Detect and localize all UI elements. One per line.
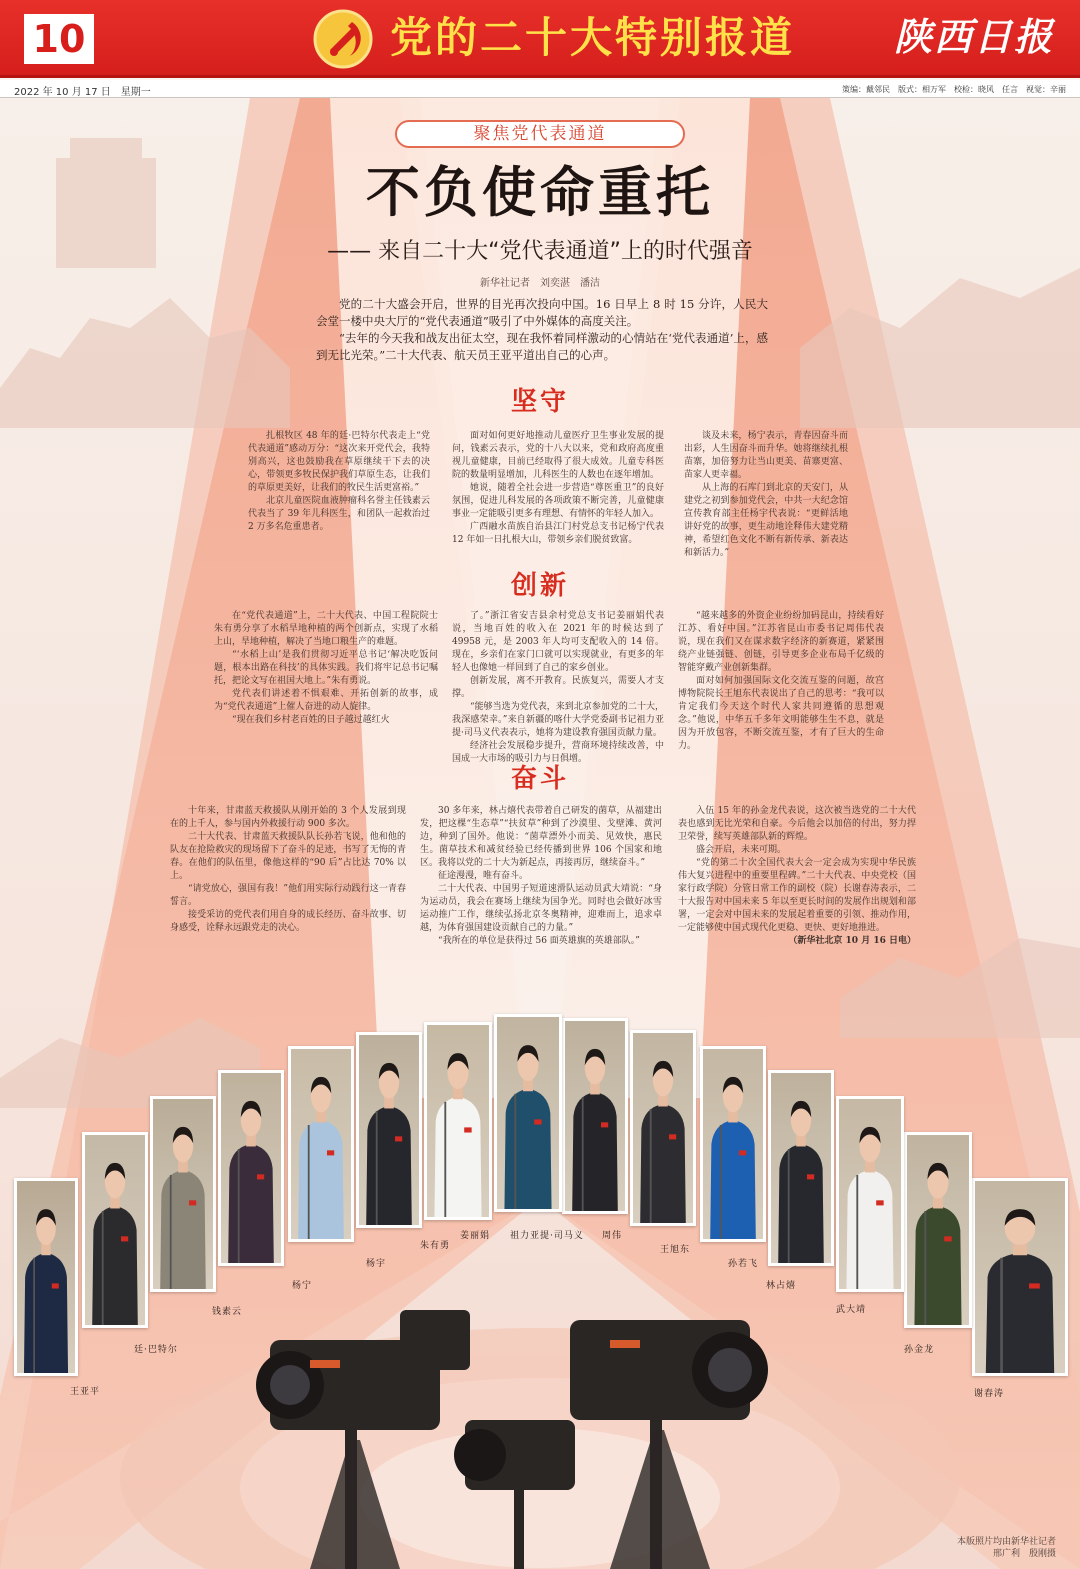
article-subheadline: —— 来自二十大“党代表通道”上的时代强音 bbox=[327, 239, 753, 264]
body-paragraph: 从上海的石库门到北京的天安门，从建党之初到参加党代会，中共一大纪念馆宣传教育部主任杨宇代表说：“更鲜活地讲好党的故事，更生动地诠释伟大建党精神，希望红色文化不断有新传承、新表达和新活力。” bbox=[684, 483, 848, 558]
party-emblem-icon bbox=[312, 8, 374, 70]
delegate-name: 周伟 bbox=[602, 1231, 623, 1241]
page-number: 10 bbox=[24, 14, 94, 64]
lede-paragraph: “去年的今天我和战友出征太空，现在我怀着同样激动的心情站在‘党代表通道’上，感到无比光荣。”二十大代表、航天员王亚平道出自己的心声。 bbox=[316, 331, 768, 362]
body-paragraph: “能够当选为党代表，来到北京参加党的二十大，我深感荣幸。”来自新疆的喀什大学党委副书记祖力亚提·司马义代表表示，她将为建设教育强国贡献力量。 bbox=[452, 702, 664, 738]
body-paragraph: 30 多年来，林占熺代表带着自己研发的菌草，从福建出发，把这棵“生态草”“扶贫草”种到了沙漠里、戈壁滩、黄河边，种到了国外。他说：“菌草漂外小而美、见效快，惠民生。菌草技术和减贫经验已经传播到世界 106 个国家和地区。我将以党的二十大为新起点，再接再厉，继续奋斗。” bbox=[420, 806, 662, 868]
body-paragraph: 面对如何加强国际文化交流互鉴的问题，故宫博物院院长王旭东代表说出了自己的思考：“我可以肯定我们今天这个时代人家共同遵循的思想观念。”他说，中华五千多年文明能够生生不息，就是因为开放包容，不断交流互鉴，才有了巨大的生命力。 bbox=[678, 676, 884, 751]
issue-date: 2022 年 10 月 17 日 星期一 bbox=[14, 87, 151, 98]
body-paragraph: “党的第二十次全国代表大会一定会成为实现中华民族伟大复兴进程中的重要里程碑。”二十大代表、中央党校（国家行政学院）分管日常工作的副校（院）长谢春涛表示，二十大报告对中国未来 5 年以至更长时间的发展作出规划和部署，一定会对中国未来的发展起着重要的引领、推动作用，一定能够使中国式现代化更稳、更快、更好地推进。 bbox=[678, 858, 916, 933]
body-paragraph: 二十大代表、中国男子短道速滑队运动员武大靖说：“身为运动员，我会在赛场上继续为国争光。同时也会做好冰雪运动推广工作，继续弘扬北京冬奥精神，迎难而上，追求卓越，为体育强国建设贡献自己的力量。” bbox=[420, 884, 662, 933]
delegate-photo bbox=[836, 1096, 904, 1292]
delegate-photo bbox=[494, 1014, 562, 1212]
body-paragraph: 盛会开启，未来可期。 bbox=[696, 845, 787, 855]
body-paragraph: 征途漫漫，唯有奋斗。 bbox=[438, 871, 529, 881]
section-3-column-3 bbox=[678, 805, 916, 948]
section-1-column-3 bbox=[684, 430, 848, 560]
delegate-photo bbox=[356, 1032, 422, 1228]
body-paragraph: “‘水稻上山’是我们贯彻习近平总书记‘解决吃饭问题，根本出路在科技’的具体实践。我们将牢记总书记嘱托，把论文写在祖国大地上。”朱有勇说。 bbox=[214, 650, 438, 686]
page-banner bbox=[0, 0, 1080, 78]
body-paragraph: 入伍 15 年的孙金龙代表说，这次被当选党的二十大代表也感到无比光荣和自豪。今后他会以加倍的付出，努力捍卫荣誉，续写英雄部队新的辉煌。 bbox=[678, 806, 916, 842]
delegate-name: 孙若飞 bbox=[728, 1259, 759, 1269]
delegate-photo bbox=[82, 1132, 148, 1328]
delegate-photo bbox=[218, 1070, 284, 1266]
body-paragraph: 在“党代表通道”上，二十大代表、中国工程院院士朱有勇分享了水稻旱地种植的两个创新点，实现了水稻上山，旱地种植，解决了当地口粮生产的难题。 bbox=[214, 611, 438, 647]
section-1-column-1 bbox=[248, 430, 430, 534]
section-2-column-3 bbox=[678, 610, 884, 753]
body-paragraph: “我所在的单位是获得过 56 面英雄旗的英雄部队。” bbox=[438, 936, 640, 946]
body-paragraph: 谈及未来，杨宁表示，青春因奋斗而出彩，人生因奋斗而升华。她将继续扎根苗寨，加倍努力让当山更美、苗寨更富、苗家人更幸福。 bbox=[684, 431, 848, 480]
body-paragraph: 党代表们讲述着不惧艰难、开拓创新的故事，成为“党代表通道”上催人奋进的动人旋律。 bbox=[214, 689, 438, 712]
body-paragraph: 扎根牧区 48 年的廷·巴特尔代表走上“党代表通道”感动万分：“这次来开党代会，我特别高兴，这也鼓励我在草原继续干下去的决心，带领更多牧民保护我们草原生态，让我们的草原更美好，让我们的牧民生活更富裕。” bbox=[248, 431, 430, 493]
article-headline: 不负使命重托 bbox=[366, 161, 714, 224]
section-title-jianshou: 坚守 bbox=[510, 387, 569, 417]
body-paragraph: 了。”浙江省安吉县余村党总支书记姜丽娟代表说，当地百姓的收入在 2021 年的时候达到了 49958 元，是 2003 年人均可支配收入的 14 倍。现在，乡亲们在家门口就可以实现就业，有更多的年轻人也像她一样回到了自己的家乡创业。 bbox=[452, 611, 664, 673]
section-2-column-2 bbox=[452, 610, 664, 766]
newspaper-masthead: 陕西日报 bbox=[893, 14, 1054, 59]
delegate-name: 钱素云 bbox=[212, 1307, 243, 1317]
body-paragraph: 广西融水苗族自治县江门村党总支书记杨宁代表 12 年如一日扎根大山，带领乡亲们脱贫致富。 bbox=[452, 522, 664, 545]
delegate-name: 武大靖 bbox=[836, 1305, 867, 1315]
body-paragraph: 十年来，甘肃蓝天救援队从刚开始的 3 个人发展到现在的上千人，参与国内外救援行动 900 多次。 bbox=[170, 806, 406, 829]
delegate-name: 孙金龙 bbox=[904, 1345, 935, 1355]
article-byline: 新华社记者 刘奕湛 潘洁 bbox=[480, 278, 600, 289]
delegate-photo bbox=[768, 1070, 834, 1266]
section-3-column-2 bbox=[420, 805, 662, 948]
article-lede bbox=[316, 296, 768, 364]
delegate-name: 廷·巴特尔 bbox=[134, 1345, 178, 1355]
body-paragraph: 她说，随着全社会进一步营造“尊医重卫”的良好氛围，促进儿科发展的各项政策不断完善，儿童健康事业一定能吸引更多有理想、有情怀的年轻人加入。 bbox=[452, 483, 664, 519]
body-paragraph: 二十大代表、甘肃蓝天救援队队长孙若飞说，他和他的队友在抢险救灾的现场留下了奋斗的足迹，书写了无悔的青春。在他们的队伍里，像他这样的“90 后”占比达 70% 以上。 bbox=[170, 832, 406, 881]
delegate-photo bbox=[424, 1022, 492, 1220]
photo-credit-line: 本版照片均由新华社记者 bbox=[956, 1537, 1056, 1547]
delegate-name: 祖力亚提·司马义 bbox=[510, 1231, 584, 1241]
video-cameras-illustration bbox=[250, 1270, 770, 1569]
delegate-photo bbox=[700, 1046, 766, 1242]
delegate-name: 杨宇 bbox=[366, 1259, 387, 1269]
lede-paragraph: 党的二十大盛会开启，世界的目光再次投向中国。16 日早上 8 时 15 分许，人民大会堂一楼中央大厅的“党代表通道”吸引了中外媒体的高度关注。 bbox=[316, 297, 768, 328]
delegate-photo bbox=[904, 1132, 972, 1328]
delegate-photo bbox=[14, 1178, 78, 1376]
body-paragraph: 接受采访的党代表们用自身的成长经历、奋斗故事、切身感受，诠释永远跟党走的决心。 bbox=[170, 910, 406, 933]
section-title-chuangxin: 创新 bbox=[510, 571, 569, 601]
delegate-name: 姜丽娟 bbox=[460, 1231, 491, 1241]
delegate-photo bbox=[630, 1030, 696, 1226]
body-paragraph: 北京儿童医院血液肿瘤科名誉主任钱素云代表当了 39 年儿科医生，和团队一起救治过 2 万多名危重患者。 bbox=[248, 496, 430, 532]
delegate-name: 朱有勇 bbox=[420, 1241, 451, 1251]
photo-credit-line: 邢广利 殷刚摄 bbox=[992, 1549, 1056, 1559]
delegate-name: 王旭东 bbox=[660, 1245, 691, 1255]
photo-credit bbox=[957, 1536, 1056, 1560]
body-paragraph: 创新发展，离不开教育。民族复兴，需要人才支撑。 bbox=[452, 676, 664, 699]
section-1-column-2 bbox=[452, 430, 664, 547]
special-report-title: 党的二十大特别报道 bbox=[390, 13, 796, 62]
editor-credits: 策编：戴邻民 版式：相万军 校检：晓风 任言 视觉：辛丽 bbox=[842, 85, 1066, 94]
delegate-name: 王亚平 bbox=[70, 1387, 101, 1397]
body-paragraph: “越来越多的外资企业纷纷加码昆山，持续看好江苏、看好中国。”江苏省昆山市委书记周伟代表说，现在我们又在谋求数字经济的新赛道，紧紧围绕产业链强链、创链，引导更多企业布局千亿级的智能穿戴产业创新集群。 bbox=[678, 611, 884, 673]
delegate-name: 杨宁 bbox=[292, 1281, 313, 1291]
delegate-name: 林占熺 bbox=[766, 1281, 797, 1291]
body-paragraph: “请党放心，强国有我！”他们用实际行动践行这一青春誓言。 bbox=[170, 884, 406, 907]
body-paragraph: 面对如何更好地推动儿童医疗卫生事业发展的提问，钱素云表示，党的十八大以来，党和政府高度重视儿童健康，目前已经取得了很大成效。儿童专科医院的数量明显增加，儿科医生的人数也在逐年增加。 bbox=[452, 431, 664, 480]
section-title-fendou: 奋斗 bbox=[510, 764, 569, 794]
section-2-column-1 bbox=[214, 610, 438, 727]
delegate-photo bbox=[562, 1018, 628, 1214]
delegate-photo bbox=[972, 1178, 1068, 1376]
date-strip bbox=[0, 80, 1080, 98]
body-paragraph: 经济社会发展稳步提升，营商环境持续改善，中国成一大市场的吸引力与日俱增。 bbox=[452, 741, 664, 764]
section-3-column-1 bbox=[170, 805, 406, 935]
delegate-name: 谢春涛 bbox=[974, 1389, 1005, 1399]
delegate-photo bbox=[150, 1096, 216, 1292]
body-paragraph: “现在我们乡村老百姓的日子越过越红火 bbox=[232, 715, 390, 725]
delegate-photo bbox=[288, 1046, 354, 1242]
section-kicker: 聚焦党代表通道 bbox=[395, 120, 685, 148]
article-dateline: （新华社北京 10 月 16 日电） bbox=[788, 936, 916, 946]
